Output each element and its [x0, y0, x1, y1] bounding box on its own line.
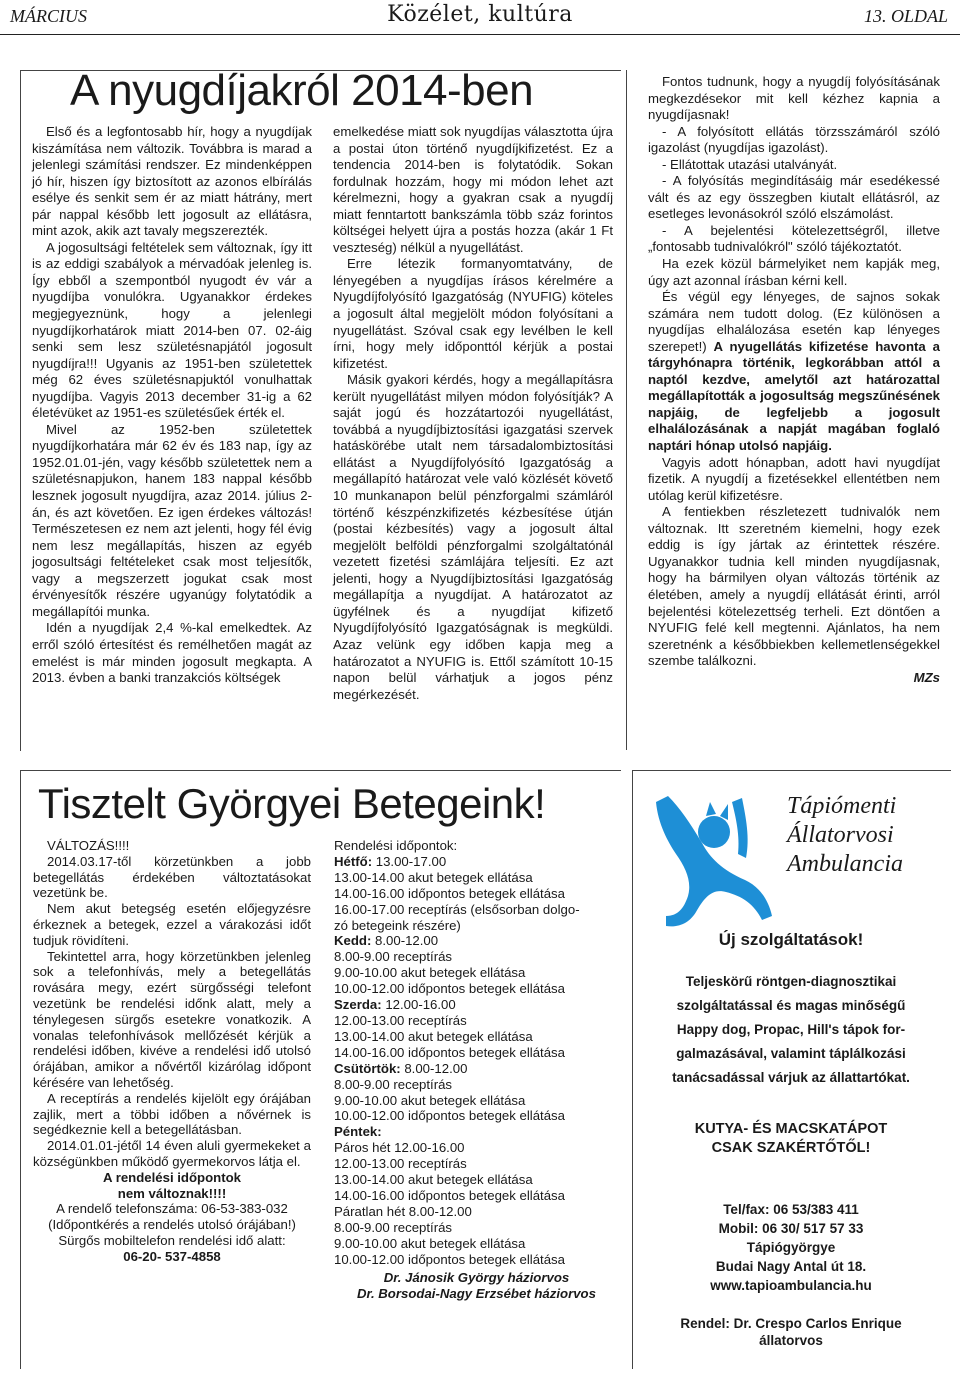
schedule-slot: 8.00-9.00 receptírás [334, 949, 453, 965]
article-title-pensions: A nyugdíjakról 2014-ben [70, 66, 534, 115]
schedule-slot: 14.00-16.00 időpontos betegek ellátása [334, 885, 565, 901]
clinic-name-line: Állatorvosi [787, 822, 894, 848]
article1-column-3 [648, 74, 940, 686]
article2-paragraph: 2014.01.01-jétől 14 éven aluli gyermekeket a községünkben működő gyermekorvos látja el. [33, 1138, 311, 1169]
schedule-day [334, 854, 619, 870]
article1-paragraph: Vagyis adott hónapban, adott havi nyugdíjat fizetik. A nyugdíj a fizetésekkel ellentétben nem utólag kerül kifizetésre. [648, 454, 940, 503]
article2-paragraph: 2014.03.17-től körzetünkben a jobb betegellátás érdekében változtatásokat vezetünk be. [33, 853, 311, 901]
schedule-slot: 12.00-13.00 receptírás [334, 1012, 467, 1028]
schedule-slot: 9.00-10.00 akut betegek ellátása [334, 1235, 526, 1251]
schedule-slot: 10.00-12.00 időpontos betegek ellátása [334, 1108, 565, 1124]
schedule-day [334, 1061, 619, 1077]
change-label: VÁLTOZÁS!!!! [47, 838, 130, 853]
schedule-slot: 13.00-14.00 akut betegek ellátása [334, 1028, 533, 1044]
doctor-name: Dr. Jánosik György háziorvos [383, 1270, 570, 1286]
article1-column-1 [32, 124, 312, 687]
day-hours: 8.00-12.00 [375, 933, 439, 949]
vet-line: Rendel: Dr. Crespo Carlos Enrique [680, 1316, 902, 1331]
schedule-slot: 13.00-14.00 akut betegek ellátása [334, 1172, 533, 1188]
clinic-name-line: Tápiómenti [787, 793, 897, 819]
article1-paragraph: Erre létezik formanyomtatvány, de lényegében a nyugdíjas írásos kérelmére a Nyugdíjfolyósító Igazgatóság (NYUFIG) köteles a jogosult által megjelölt módon folyósítani a nyugellátást. Szóval csak egy levélben le kell írni, hogy mely időponttól kérjük a postai kifizetést. [333, 256, 613, 371]
article1-paragraph: A fentiekben részletezett tudnivalók nem változnak. Itt szeretném kiemelni, hogy ezek eddig is így jártak az érintettek részére. Ugyanakkor tudnia kell minden nyugdíjasnak, hogy ha bármilyen olyan változás történik az életében, amely a nyugdíj ellátását érinti, arról bejelentési kötelezettség terheli. Ezt döntően a NYUFIG felé kell megtenni. Ajánlatos, ha nem szeretnénk a későbbiekben kellemetlenségekkel szembe találkozni. [648, 504, 940, 669]
article1-paragraph: Első és a legfontosabb hír, hogy a nyugdíjak kiszámítása nem változik. Továbbra is marad a jelenlegi számítási rendszer. Ez mindenképpen jó hír, hiszen így biztosított az azonos elbírálás esélye és senkit sem ér az miatt hátrány, mert pár nappal később lett jogosult az ellátásra, mint azok, akik azt tavaly megszerezték. [32, 124, 312, 239]
article1-paragraph: Másik gyakori kérdés, hogy a megállapításra került nyugellátást milyen módon folyósítják? A saját jogú és hozzátartozói nyugellátást, továbbá a nyugdíjbiztosítási igazgatási szervek hatáskörébe utalt nem társadalombiztosítási ellátást a Nyugdíjfolyósító Igazgatóság a megállapító határozat vele való közlését követő 10 munkanapon belül pénzforgalmi számláról történő készpénzkifizetés kézbesítése útján (postai kézbesítés) vagy a jogosult által megjelölt belföldi pénzforgalmi szolgáltatónál vezetett fizetési számlájára teljesíti. Ez azt jelenti, hogy a Nyugdíjbiztosítási Igazgatóság megállapítja a nyugdíjat. A határozatot az ügyfélnek és a nyugdíjat kifizető Nyugdíjfolyósító Igazgatóságnak is megküldi. Azaz velünk egy időben kapja meg a határozatot a NYUFIG is. Ettől számított 10-15 napon belül várhatjuk a jogos pénz megérkezését. [333, 372, 613, 702]
vet-line: állatorvos [759, 1333, 823, 1348]
checklist-item: - A folyósítás megindításáig már esedékessé vált és az egy összegben kiutalt ellátásról, az esetleges levonásokról szóló elszámolást. [648, 173, 940, 222]
day-hours: 13.00-17.00 [375, 853, 447, 869]
article1-paragraph: Idén a nyugdíjak 2,4 %-kal emelkedtek. Az erről szóló értesítést és remélhetően magát az emelést is már minden jogosult megkapta. A 2013. évben a banki tranzakciós költségek [32, 620, 312, 686]
checklist-item: - A bejelentési kötelezettségről, illetve „fontosabb tudnivalókról" szóló tájékoztatót. [648, 222, 940, 255]
mobile-number: 06-20- 537-4858 [123, 1248, 221, 1264]
ad-services [632, 970, 950, 1090]
schedule-slot: 9.00-10.00 akut betegek ellátása [334, 1092, 526, 1108]
header-month: MÁRCIUS [10, 6, 87, 26]
article1-paragraph: Fontos tudnunk, hogy a nyugdíj folyósításának megkezdésekor mit kell kézhez kapnia a nyugdíjasnak! [648, 74, 940, 123]
ad-vet-name [632, 1315, 950, 1349]
day-hours: 8.00-12.00 [404, 1060, 468, 1076]
day-label: Szerda: [334, 997, 386, 1013]
article1-column-2 [333, 124, 613, 703]
service-line: Happy dog, Propac, Hill's tápok for- [676, 1022, 906, 1037]
mobile-label: Sürgős mobiltelefon rendelési idő alatt: [58, 1232, 286, 1248]
plain-text: És végül egy lényeges, de sajnos sokak számára nem tudott dolog. (Ez különösen a nyugdíjas elhalálozása esetén kap lényeges szerepet!) [648, 289, 940, 354]
schedule-day [334, 933, 619, 949]
schedule-slot: Páros hét 12.00-16.00 [334, 1140, 465, 1156]
expert-line: KUTYA- ÉS MACSKATÁPOT [694, 1121, 888, 1137]
article1-paragraph: Ha ezek közül bármelyiket nem kapják meg, úgy azt azonnal írásban kérni kell. [648, 256, 940, 288]
schedule-slot: 8.00-9.00 receptírás [334, 1076, 453, 1092]
article1-paragraph: A jogosultsági feltételek sem változnak, így itt is az eddigi szabályok a mérvadóak jelenleg is. Így ebből a szempontból nyugodt év vár a nyugdíjba vonulókra. Ugyanakkor érdekes megjegyeznünk, hogy a jelenlegi nyugdíjkorhatárok miatt 2014-ben 07. 02-áig senki sem lesz születésnapjától jogosult nyugdíjra!!! Ugyanis az 1951-ben születettek még 62 éves születésnapjuktól vonulhattak nyugdíjba. Vagyis 2013 december 31-ig a 62 életévüket az 1951-es születésűek érték el. [32, 239, 312, 421]
schedule-slot: Páratlan hét 8.00-12.00 [334, 1203, 472, 1219]
dog-cat-silhouette-icon [650, 788, 780, 933]
office-hours-schedule [334, 838, 619, 1302]
article1-paragraph: emelkedése miatt sok nyugdíjas választotta újra a postai úton történő nyugdíjkifizetést. Ez a tendencia 2014-ben is folytatódik. Sokan fordulnak hozzám, hogy mi módon lehet azt kérelmezni, hogy a gyakran csak a nyugdíj miatt fenntartott bankszámla több száz forintos költségei helyett újra a postás hozza (akár 1 Ft veszteség) nélkül a nyugellátást. [333, 124, 614, 255]
header-section: Közélet, kultúra [387, 2, 573, 27]
schedule-slot: 9.00-10.00 akut betegek ellátása [334, 965, 526, 981]
bold-text: A nyugellátás kifizetése havonta a tárgyhónapra történik, legkorábban attól a naptól kezdve, amelytől azt határozattal megállapították a jogosultság megszűnésének napjáig, de legfeljebb a jogosult elhalálozásának a napját magában foglaló naptári hónap utolsó napjáig. [648, 338, 940, 454]
vet-ad [632, 770, 950, 1368]
schedule-slot: 13.00-14.00 akut betegek ellátása [334, 869, 533, 885]
notice-line: A rendelési időpontok [103, 1169, 241, 1185]
schedule-slot: 10.00-12.00 időpontos betegek ellátása [334, 981, 565, 997]
checklist-item: - Ellátottak utazási utalványát. [662, 156, 838, 172]
schedule-slot: zó betegeink részére) [334, 917, 461, 933]
day-label: Péntek: [334, 1124, 382, 1140]
contact-line: Tel/fax: 06 53/383 411 [723, 1202, 859, 1217]
ad-headline: Új szolgáltatások! [718, 930, 864, 949]
day-label: Csütörtök: [334, 1060, 405, 1076]
schedule-day [334, 997, 619, 1013]
schedule-slot: 16.00-17.00 receptírás (elsősorban dolgo- [334, 901, 580, 917]
schedule-slot: 12.00-13.00 receptírás [334, 1156, 467, 1172]
column-divider [626, 70, 627, 750]
schedule-day [334, 1124, 619, 1140]
article2-paragraph: A receptírás a rendelés kijelölt egy órájában zajlik, mert a többi időben a nővérnek is segédkeznie kell a betegellátásban. [33, 1090, 311, 1138]
schedule-slot: 14.00-16.00 időpontos betegek ellátása [334, 1044, 565, 1060]
day-label: Hétfő: [334, 853, 376, 869]
doctor-name: Dr. Borsodai-Nagy Erzsébet háziorvos [357, 1286, 596, 1302]
article2-paragraph: Nem akut betegség esetén előjegyzésre érkeznek a betegek, ezzel a várakozási időt tudjuk rövidíteni. [33, 901, 311, 948]
article1-paragraph [648, 289, 940, 454]
day-label: Kedd: [334, 933, 376, 949]
service-line: galmazásával, valamint táplálkozási [676, 1046, 906, 1061]
office-phone: A rendelő telefonszáma: 06-53-383-032 (Időpontkérés a rendelés utolsó órájában!) [48, 1201, 296, 1233]
website-link[interactable]: www.tapioambulancia.hu [710, 1278, 872, 1293]
schedule-slot: 10.00-12.00 időpontos betegek ellátása [334, 1251, 565, 1267]
schedule-slot: 8.00-9.00 receptírás [334, 1219, 453, 1235]
signature: MZs [913, 669, 940, 685]
service-line: tanácsadással várjuk az állattartókat. [672, 1070, 910, 1085]
ad-contact [632, 1200, 950, 1295]
checklist-item: - A folyósított ellátás törzsszámáról szóló igazolást (nyugdíjas igazolást). [648, 123, 940, 156]
article-title-patients: Tisztelt Györgyei Betegeink! [38, 780, 546, 827]
article2-paragraph: Tekintettel arra, hogy körzetünkben jelenleg sok a telefonhívás, mely a betegellátás rovására megy, ezért sürgősségi telefont vezetünk be rendelési időnk alatt, mely a ténylegesen sürgős esetekre vonatkozik. A vonalas telefonhívások mellőzését kérjük a rendelési időben, kivéve a rendelési idő utolsó órájában, amikor a nővértől kizárólag időpont kérésére van lehetőség. [33, 948, 311, 1090]
page-header [0, 0, 960, 35]
article1-paragraph: Mivel az 1952-ben születettek nyugdíjkorhatára már 62 év és 183 nap, így az 1952.01.01-jén, vagy később születettek nem a születésnapjukon, hanem 183 nappal később lesznek jogosult nyugdíjra, azaz 2014. július 2-án, és azt követően. Ez igen érdekes változás! Természetesen ez nem azt jelenti, hogy fél évig nem lesz megállapítás, hiszen az egyéb jogosultsági feltételeket csak most teljesítők, vagy a megszerzett jogukat csak most érvényesítők részére ugyanúgy folytatódik a megállapítói munka. [32, 421, 312, 619]
header-page-number: 13. OLDAL [863, 6, 948, 26]
expert-line: CSAK SZAKÉRTŐTŐL! [711, 1140, 871, 1156]
schedule-title: Rendelési időpontok: [334, 838, 458, 853]
schedule-rows [334, 854, 619, 1268]
notice-line: nem változnak!!!! [117, 1185, 227, 1201]
article2-column-1 [33, 838, 311, 1265]
contact-line: Budai Nagy Antal út 18. [715, 1259, 867, 1274]
ad-expert-notice [632, 1120, 950, 1158]
clinic-name [787, 792, 903, 879]
contact-line: Mobil: 06 30/ 517 57 33 [718, 1221, 864, 1236]
notice-hours-unchanged [33, 1170, 311, 1202]
clinic-name-line: Ambulancia [787, 851, 903, 877]
service-line: Teljeskörű röntgen-diagnosztikai [685, 974, 897, 989]
contact-line: Tápiógyörgye [746, 1240, 836, 1255]
schedule-slot: 14.00-16.00 időpontos betegek ellátása [334, 1187, 565, 1203]
service-line: szolgáltatással és magas minőségű [676, 998, 906, 1013]
day-hours: 12.00-16.00 [385, 997, 456, 1013]
